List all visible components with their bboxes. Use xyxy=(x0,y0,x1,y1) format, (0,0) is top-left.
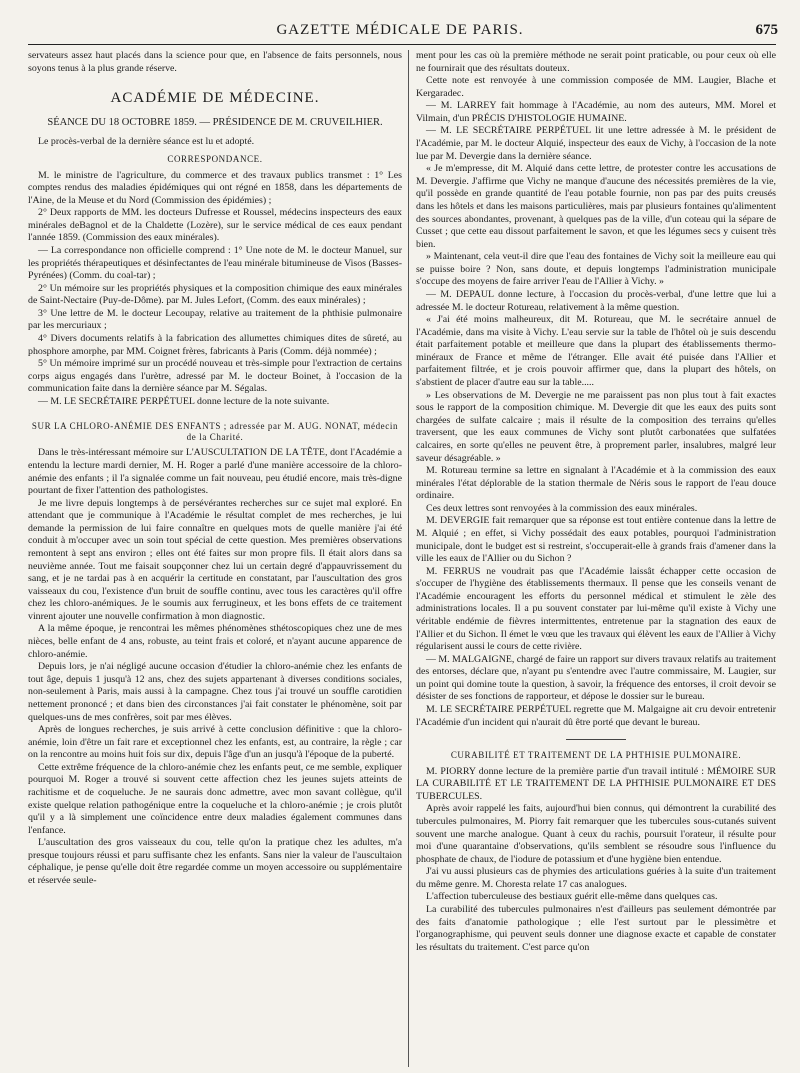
column-divider xyxy=(408,50,409,1067)
section-paragraph: J'ai vu aussi plusieurs cas de phymies des articulations guéries à la suite d'un traitement du même genre. M. Choresta relate 17 cas analogues. xyxy=(416,866,776,890)
paragraph: — M. LARREY fait hommage à l'Académie, au nom des auteurs, MM. Morel et Vilmain, d'un PRÉCIS D'HISTOLOGIE HUMAINE. xyxy=(416,100,776,124)
section-heading: CURABILITÉ ET TRAITEMENT DE LA PHTHISIE PULMONAIRE. xyxy=(450,750,742,761)
article-paragraph: Je me livre depuis longtemps à de persévérantes recherches sur ce sujet mal exploré. En attendant que je communique à l'Académie le résultat complet de mes recherches, je lui demande la permission de lui faire connaître en quelques mots de quelle manière j'ai été conduit à m'occuper avec un soin tout spécial de cette question. Mes premières observations remontent à sept ans environ ; elles ont été faites sur mon propre fils. Il était alors dans sa neuvième année. Tout me faisait soupçonner chez lui un certain degré d'appauvrissement du sang, et je ne tardai pas à en acquérir la certitude en constatant, par l'auscultation des gros vaisseaux du cou, l'existence d'un bruit de souffle continu, avec tous les caractères qu'il offre chez les chloro-anémiques. Je le soumis aux ferrugineux, et les bons effets de ce traitement vinrent ajouter une nouvelle confirmation à mon diagnostic. xyxy=(28,497,402,622)
section-separator xyxy=(566,739,626,740)
section-paragraph: Après avoir rappelé les faits, aujourd'hui bien connus, qui démontrent la curabilité des tubercules pulmonaires, M. Piorry fait remarquer que les tubercules sous-cutanés suivent souvent une marche analogue. Quant à ceux du rachis, poursuit l'orateur, il résulte pour moi d'une quarantaine d'observations, qu'ils semblent se résoudre sous l'influence du phosphate de chaux, de l'iodure de potassium et d'une hygiène bien entendue. xyxy=(416,803,776,865)
article-paragraph: Dans le très-intéressant mémoire sur L'AUSCULTATION DE LA TÊTE, dont l'Académie a entendu la lecture mardi dernier, M. H. Roger a parlé d'une manière accessoire de la chloro-anémie des enfants ; il l'a signalée comme un fait nouveau, peu étudié encore, mais très-digne pourtant de fixer l'attention des pathologistes. xyxy=(28,447,402,497)
correspondence-heading: CORRESPONDANCE. xyxy=(167,154,263,165)
paragraph: — La correspondance non officielle comprend : 1° Une note de M. le docteur Manuel, sur les propriétés thérapeutiques et désinfectantes de l'eau minérale bitumineuse de Visos (Basses-Pyrénées) (Comm. du coal-tar) ; xyxy=(28,245,402,282)
paragraph: M. LE SECRÉTAIRE PERPÉTUEL regrette que M. Malgaigne ait cru devoir entretenir l'Académie d'un incident qui n'aurait dû être porté que devant le bureau. xyxy=(416,704,776,728)
paragraph: 4° Divers documents relatifs à la fabrication des allumettes chimiques dites de sûreté, au phosphore amorphe, par MM. Coignet frères, fabricants à Paris (Comm. déjà nommée) ; xyxy=(28,333,402,357)
article-paragraph: A la même époque, je rencontrai les mêmes phénomènes sthétoscopiques chez une de mes nièces, belle enfant de 4 ans, robuste, au teint frais et coloré, et n'ayant aucune apparence de chloro-anémie. xyxy=(28,623,402,660)
paragraph: M. le ministre de l'agriculture, du commerce et des travaux publics transmet : 1° Les comptes rendus des maladies épidémiques qui ont régné en 1858, dans les départements de l'Aine, de la Meuse et du Nord (Commission des épidémies) ; xyxy=(28,169,402,206)
section-paragraph: M. PIORRY donne lecture de la première partie d'un travail intitulé : MÉMOIRE SUR LA CURABILITÉ ET LE TRAITEMENT DE LA PHTHISIE PULMONAIRE ET DES TUBERCULES. xyxy=(416,765,776,802)
publication-title: GAZETTE MÉDICALE DE PARIS. xyxy=(276,22,524,38)
section-paragraph: L'affection tuberculeuse des bestiaux guérit elle-même dans quelques cas. xyxy=(426,891,718,903)
paragraph: M. Rotureau termine sa lettre en signalant à l'Académie et à la commission des eaux minérales l'état déplorable de la station thermale de Néris sous le rapport de l'eau douce ordinaire. xyxy=(416,465,776,502)
paragraph: « J'ai été moins malheureux, dit M. Rotureau, que M. le secrétaire annuel de l'Académie, dans ma visite à Vichy. L'eau servie sur la table de l'hôtel où je suis descendu était parfaitement potable et meilleure que dans la plupart des établissements thermo-minéraux de France et même de l'étranger. Elle avait été puisée dans l'Allier et parfaitement filtrée, et je crois pouvoir affirmer que, dans la plupart des hôtels, on s'abstient de placer d'autre eau sur la table..... xyxy=(416,314,776,389)
paragraph: M. DEVERGIE fait remarquer que sa réponse est tout entière contenue dans la lettre de M. Alquié ; en effet, si Vichy possédait des eaux potables, pourquoi l'administration municipale, dont le budget est si restreint, s'occuperait-elle à grands frais d'amener dans la ville les eaux de l'Allier ou du Sichon ? xyxy=(416,515,776,565)
article-paragraph: Depuis lors, je n'ai négligé aucune occasion d'étudier la chloro-anémie chez les enfants de tout âge, depuis 1 jusqu'à 12 ans, chez des sujets appartenant à diverses conditions sociales, non-seulement à Paris, mais aussi à la campagne. Chez tous j'ai trouvé un souffle carotidien nettement prononcé ; et dans bien des circonstances j'ai fait constater le phénomène, soit par quelques-uns de mes confrères, soit par mes élèves. xyxy=(28,661,402,723)
paragraph: » Les observations de M. Devergie ne me paraissent pas non plus tout à fait exactes sous le rapport de la composition chimique. M. Devergie dit que les eaux des puits sont chargées de sulfate calcaire ; mais il résulte de la composition des terrains qu'elles traversent, que les eaux communes de Vichy sont plutôt carbonatées que sulfatées calcaires, en sorte qu'elles ne peuvent être, à proprement parler, insalubres, malgré leur saveur désagréable. » xyxy=(416,389,776,464)
paragraph: 3° Une lettre de M. le docteur Lecoupay, relative au traitement de la phthisie pulmonaire par les mercuriaux ; xyxy=(28,307,402,332)
page-header xyxy=(0,22,800,44)
right-column xyxy=(416,50,776,1067)
paragraph: 2° Deux rapports de MM. les docteurs Dufresse et Roussel, médecins inspecteurs des eaux minérales deBagnol et de la Chaldette (Lozère), sur le service médical de ces eaux pendant l'année 1859. (Commission des eaux minérales). xyxy=(28,207,402,244)
paragraph: Cette note est renvoyée à une commission composée de MM. Laugier, Blache et Kergaradec. xyxy=(416,75,776,99)
minutes-paragraph: Le procès-verbal de la dernière séance est lu et adopté. xyxy=(38,135,255,147)
paragraph: — M. DEPAUL donne lecture, à l'occasion du procès-verbal, d'une lettre que lui a adressée M. le docteur Rotureau, relativement à la même question. xyxy=(416,288,776,313)
header-rule xyxy=(28,44,776,45)
intro-paragraph: servateurs assez haut placés dans la science pour que, en l'absence de faits personnels, nous soyons tenus à la plus grande réserve. xyxy=(28,50,402,74)
paragraph: » Maintenant, cela veut-il dire que l'eau des fontaines de Vichy soit la meilleure eau qui se puisse boire ? Non, sans doute, et depuis longtemps l'administration municipale s'occupe des moyens de faire arriver l'eau de l'Allier à Vichy. » xyxy=(416,251,776,288)
paragraph: Ces deux lettres sont renvoyées à la commission des eaux minérales. xyxy=(426,502,698,514)
article-paragraph: Cette extrême fréquence de la chloro-anémie chez les enfants peut, ce me semble, expliquer pourquoi M. Roger a trouvé si souvent cette affection chez les jeunes sujets atteints de rachitisme et de coqueluche. Je ne saurais donc admettre, avec mon savant collègue, qu'il existe quelque relation pathogénique entre la coqueluche et la chloro-anémie ; je crois plutôt qu'il y a là simplement une coïncidence entre deux maladies également communes dans l'enfance. xyxy=(28,761,402,836)
academy-title: ACADÉMIE DE MÉDECINE. xyxy=(110,90,320,107)
paragraph: 5° Un mémoire imprimé sur un procédé nouveau et très-simple pour l'extraction de certains corps aigus engagés dans l'urètre, adressé par M. le docteur Boinet, à l'occasion de la communication faite dans la dernière séance par M. Ségalas. xyxy=(28,358,402,395)
article-paragraph: Après de longues recherches, je suis arrivé à cette conclusion définitive : que la chloro-anémie, loin d'être un fait rare et exceptionnel chez les enfants, est, au contraire, la règle ; car on la rencontre au moins huit fois sur dix, depuis l'âge d'un an jusqu'à l'époque de la puberté. xyxy=(28,724,402,761)
paragraph: M. FERRUS ne voudrait pas que l'Académie laissât échapper cette occasion de s'occuper de l'hygiène des établissements thermaux. Il pense que les conseils venant de l'Académie encouragent les efforts du personnel médical et stimulent le zèle des administrations locales. Il a pu souvent constater par lui-même qu'il existe à Vichy une véritable endémie de fièvres intermittentes, entretenue par la stagnation des eaux de l'Allier et du Sichon. Il émet le vœu que les travaux qui élèvent les eaux de l'Allier à Vichy régularisent aussi le cours de cette rivière. xyxy=(416,565,776,653)
paragraph: — M. LE SECRÉTAIRE PERPÉTUEL lit une lettre adressée à M. le président de l'Académie, par M. le docteur Alquié, inspecteur des eaux de Vichy, à l'occasion de la note lue par M. Devergie dans la dernière séance. xyxy=(416,125,776,162)
paragraph: « Je m'empresse, dit M. Alquié dans cette lettre, de protester contre les accusations de M. Devergie. J'affirme que Vichy ne manque d'aucune des nécessités premières de la vie, qu'il possède en grande quantité de l'eau potable fournie, non pas par des puits creusés dans les hôtels et dans les maisons particulières, mais par plusieurs fontaines qu'alimentent des sources abondantes, provenant, à quelques pas de la ville, d'un coteau qui la sépare de Cusset ; que cette eau dissout parfaitement le savon, et que les légumes secs y cuisent très bien. xyxy=(416,163,776,250)
paragraph: — M. LE SECRÉTAIRE PERPÉTUEL donne lecture de la note suivante. xyxy=(38,395,330,407)
session-line: SÉANCE DU 18 OCTOBRE 1859. — PRÉSIDENCE DE M. CRUVEILHIER. xyxy=(47,117,383,129)
page-number: 675 xyxy=(755,22,778,38)
section-paragraph: La curabilité des tubercules pulmonaires n'est d'ailleurs pas seulement démontrée par des faits d'anatomie pathologique ; elle l'est surtout par le plessimètre et l'organographisme, qui peuvent seuls donner une diagnose exacte et capable de constater les résultats du traitement. C'est parce qu'on xyxy=(416,904,776,953)
article-paragraph: L'auscultation des gros vaisseaux du cou, telle qu'on la pratique chez les adultes, m'a presque toujours réussi et paru suffisante chez les enfants. Sans nier la valeur de l'auscultaion céphalique, je pense qu'elle doit être regardée comme un moyen accessoire ou supplémentaire et réservée seule- xyxy=(28,837,402,887)
paragraph: — M. MALGAIGNE, chargé de faire un rapport sur divers travaux relatifs au traitement des entorses, déclare que, n'ayant pu s'entendre avec l'autre commissaire, M. Laugier, sur un point qui domine toute la question, à savoir, la fréquence des entorses, il croit devoir se désister de ses fonctions de rapporteur, et dépose le dossier sur le bureau. xyxy=(416,653,776,703)
article-title: SUR LA CHLORO-ANÉMIE DES ENFANTS ; adressée par M. AUG. NONAT, médecin de la Charité. xyxy=(31,420,399,442)
paragraph: ment pour les cas où la première méthode ne serait point praticable, ou pour ceux où elle ne fournirait que des résultats douteux. xyxy=(416,50,776,74)
paragraph: 2° Un mémoire sur les propriétés physiques et la composition chimique des eaux minérales de Saint-Nectaire (Puy-de-Dôme). par M. Jules Lefort, (Comm. des eaux minérales) ; xyxy=(28,282,402,307)
left-column xyxy=(28,50,402,1067)
